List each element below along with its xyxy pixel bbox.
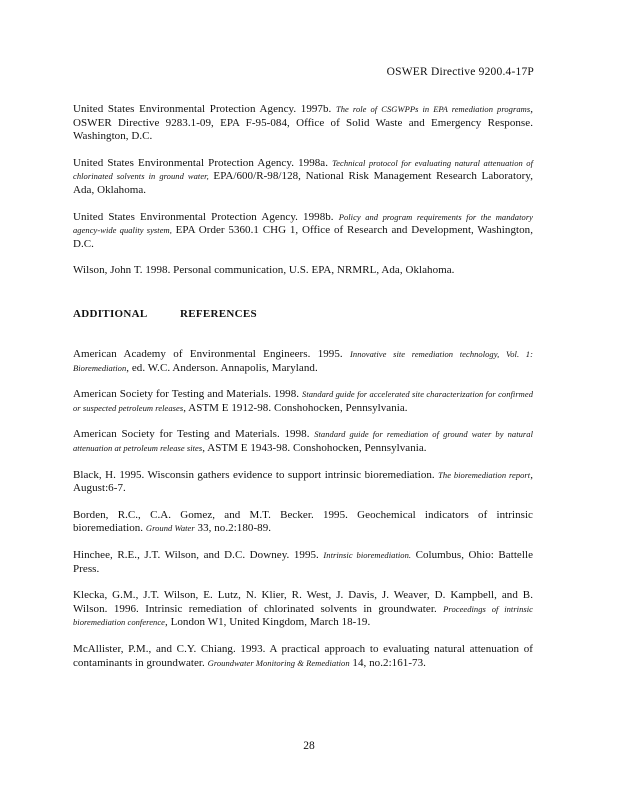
reference-entry: United States Environmental Protection Agency. 1998a. Technical protocol for evaluating natural attenuation of chlorinated solvents in ground water, EPA/600/R-98/128, National Risk Management Research Laboratory, Ada, Oklahoma. [73, 156, 533, 196]
page-header: OSWER Directive 9200.4-17P [386, 66, 534, 78]
reference-entry: McAllister, P.M., and C.Y. Chiang. 1993. A practical approach to evaluating natural attenuation of contaminants in groundwater. Groundwater Monitoring & Remediation 14, no.2:161-73. [73, 642, 533, 669]
reference-entry: Borden, R.C., C.A. Gomez, and M.T. Becker. 1995. Geochemical indicators of intrinsic bioremediation. Ground Water 33, no.2:180-89. [73, 508, 533, 535]
reference-entry: United States Environmental Protection Agency. 1998b. Policy and program requirements for the mandatory agency-wide quality system, EPA Order 5360.1 CHG 1, Office of Research and Development, Washington, D.C. [73, 210, 533, 250]
additional-reference-list [73, 337, 533, 683]
reference-entry: Hinchee, R.E., J.T. Wilson, and D.C. Downey. 1995. Intrinsic bioremediation. Columbus, Ohio: Battelle Press. [73, 548, 533, 575]
reference-entry: Wilson, John T. 1998. Personal communication, U.S. EPA, NRMRL, Ada, Oklahoma. [73, 264, 455, 277]
reference-entry: American Society for Testing and Materials. 1998. Standard guide for remediation of ground water by natural attenuation at petroleum release sites, ASTM E 1943-98. Conshohocken, Pennsylvania. [73, 428, 533, 454]
page-number: 28 [303, 740, 315, 752]
reference-entry: United States Environmental Protection Agency. 1997b. The role of CSGWPPs in EPA remediation programs, OSWER Directive 9283.1-09, EPA F-95-084, Office of Solid Waste and Emergency Response. Washington, D.C. [73, 103, 533, 143]
reference-entry: Klecka, G.M., J.T. Wilson, E. Lutz, N. Klier, R. West, J. Davis, J. Weaver, D. Kampbell, and B. Wilson. 1996. Intrinsic remediation of chlorinated solvents in groundwater. Proceedings of intrinsic bioremediation conference, London W1, United Kingdom, March 18-19. [73, 589, 533, 629]
reference-entry: Black, H. 1995. Wisconsin gathers evidence to support intrinsic bioremediation. The bioremediation report, August:6-7. [73, 468, 533, 495]
section-heading: ADDITIONAL REFERENCES [73, 308, 257, 320]
reference-entry: American Society for Testing and Materials. 1998. Standard guide for accelerated site characterization for confirmed or suspected petroleum releases, ASTM E 1912-98. Conshohocken, Pennsylvania. [73, 388, 533, 414]
reference-list [73, 92, 533, 291]
reference-entry: American Academy of Environmental Engineers. 1995. Innovative site remediation technology, Vol. 1: Bioremediation, ed. W.C. Anderson. Annapolis, Maryland. [73, 348, 533, 374]
